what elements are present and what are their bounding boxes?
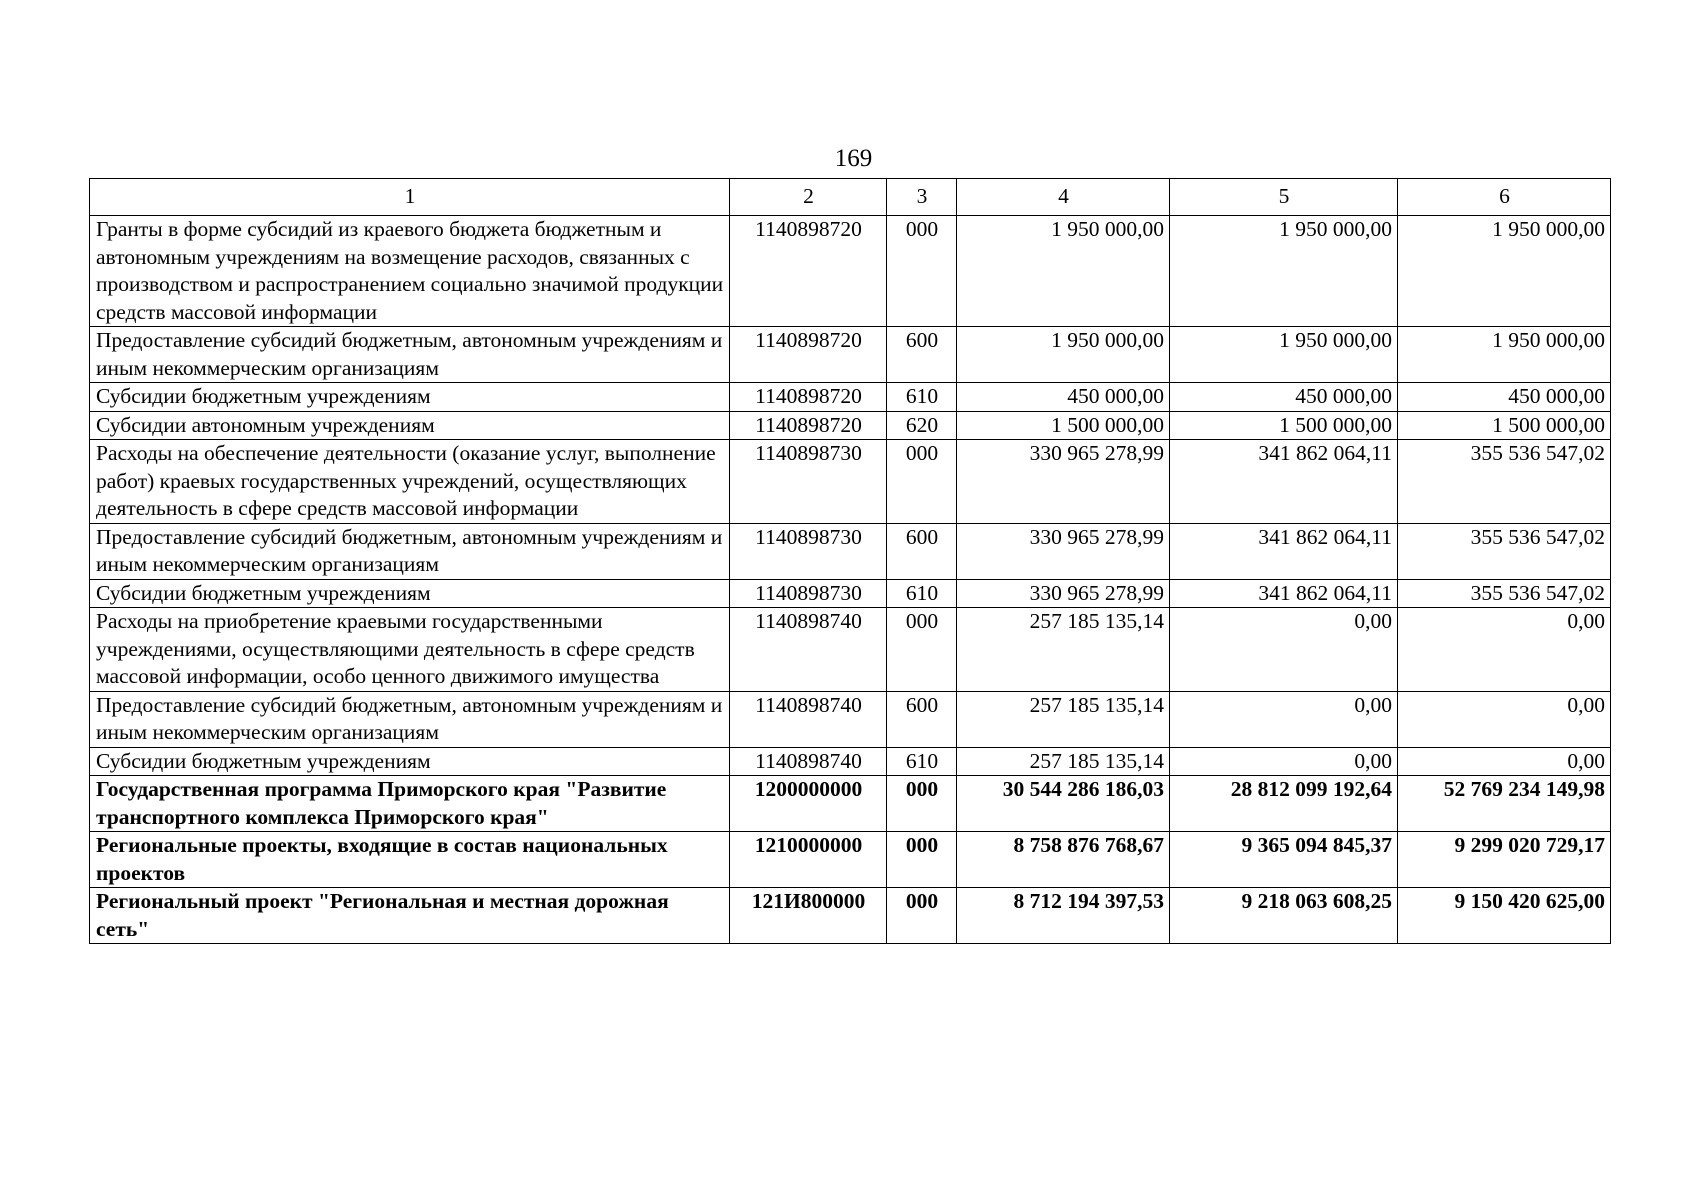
row-code-cell: 1140898720	[730, 411, 887, 440]
row-expense-type-cell: 620	[887, 411, 957, 440]
row-amount-col4-cell: 1 500 000,00	[957, 411, 1170, 440]
row-expense-type-cell: 610	[887, 383, 957, 412]
row-name-cell: Расходы на приобретение краевыми государственными учреждениями, осуществляющими деятельность в сфере средств массовой информации, особо ценного движимого имущества	[90, 608, 730, 692]
row-code-cell: 1140898740	[730, 608, 887, 692]
row-amount-col4-cell: 1 950 000,00	[957, 327, 1170, 383]
row-name-cell: Предоставление субсидий бюджетным, автономным учреждениям и иным некоммерческим организациям	[90, 691, 730, 747]
row-amount-col5-cell: 28 812 099 192,64	[1170, 776, 1398, 832]
row-code-cell: 1210000000	[730, 832, 887, 888]
row-code-cell: 1140898720	[730, 327, 887, 383]
row-code-cell: 1140898730	[730, 579, 887, 608]
row-code-cell: 1140898740	[730, 747, 887, 776]
row-amount-col4-cell: 30 544 286 186,03	[957, 776, 1170, 832]
table-row	[90, 440, 1611, 524]
table-row	[90, 608, 1611, 692]
row-amount-col6-cell: 9 299 020 729,17	[1398, 832, 1611, 888]
row-name-cell: Гранты в форме субсидий из краевого бюджета бюджетным и автономным учреждениям на возмещение расходов, связанных с производством и распространением социально значимой продукции средств массовой информации	[90, 216, 730, 327]
column-header: 3	[887, 179, 957, 216]
row-expense-type-cell: 000	[887, 440, 957, 524]
row-amount-col6-cell: 450 000,00	[1398, 383, 1611, 412]
row-code-cell: 1140898720	[730, 216, 887, 327]
row-amount-col6-cell: 0,00	[1398, 691, 1611, 747]
row-amount-col4-cell: 450 000,00	[957, 383, 1170, 412]
row-amount-col4-cell: 257 185 135,14	[957, 747, 1170, 776]
row-amount-col4-cell: 330 965 278,99	[957, 579, 1170, 608]
row-amount-col6-cell: 0,00	[1398, 747, 1611, 776]
row-expense-type-cell: 000	[887, 832, 957, 888]
row-amount-col6-cell: 355 536 547,02	[1398, 579, 1611, 608]
row-code-cell: 1140898730	[730, 523, 887, 579]
row-expense-type-cell: 600	[887, 691, 957, 747]
row-code-cell: 1140898720	[730, 383, 887, 412]
table-row	[90, 776, 1611, 832]
table-row	[90, 327, 1611, 383]
table-row	[90, 888, 1611, 944]
row-name-cell: Субсидии бюджетным учреждениям	[90, 383, 730, 412]
row-amount-col6-cell: 0,00	[1398, 608, 1611, 692]
row-name-cell: Государственная программа Приморского края "Развитие транспортного комплекса Приморского края"	[90, 776, 730, 832]
row-amount-col4-cell: 8 712 194 397,53	[957, 888, 1170, 944]
row-amount-col4-cell: 257 185 135,14	[957, 691, 1170, 747]
row-amount-col4-cell: 257 185 135,14	[957, 608, 1170, 692]
row-name-cell: Расходы на обеспечение деятельности (оказание услуг, выполнение работ) краевых государственных учреждений, осуществляющих деятельность в сфере средств массовой информации	[90, 440, 730, 524]
row-expense-type-cell: 600	[887, 523, 957, 579]
row-amount-col5-cell: 0,00	[1170, 691, 1398, 747]
row-amount-col5-cell: 9 218 063 608,25	[1170, 888, 1398, 944]
row-name-cell: Субсидии бюджетным учреждениям	[90, 579, 730, 608]
row-amount-col5-cell: 450 000,00	[1170, 383, 1398, 412]
row-amount-col6-cell: 355 536 547,02	[1398, 523, 1611, 579]
column-header: 5	[1170, 179, 1398, 216]
row-name-cell: Субсидии автономным учреждениям	[90, 411, 730, 440]
row-code-cell: 1140898730	[730, 440, 887, 524]
row-amount-col4-cell: 330 965 278,99	[957, 523, 1170, 579]
row-expense-type-cell: 000	[887, 776, 957, 832]
row-name-cell: Региональный проект "Региональная и местная дорожная сеть"	[90, 888, 730, 944]
table-row	[90, 411, 1611, 440]
table-row	[90, 832, 1611, 888]
row-amount-col5-cell: 9 365 094 845,37	[1170, 832, 1398, 888]
column-header: 4	[957, 179, 1170, 216]
row-expense-type-cell: 000	[887, 888, 957, 944]
row-expense-type-cell: 000	[887, 216, 957, 327]
row-name-cell: Субсидии бюджетным учреждениям	[90, 747, 730, 776]
column-header: 1	[90, 179, 730, 216]
row-amount-col6-cell: 1 500 000,00	[1398, 411, 1611, 440]
row-name-cell: Региональные проекты, входящие в состав национальных проектов	[90, 832, 730, 888]
row-amount-col4-cell: 8 758 876 768,67	[957, 832, 1170, 888]
row-amount-col5-cell: 1 500 000,00	[1170, 411, 1398, 440]
row-name-cell: Предоставление субсидий бюджетным, автономным учреждениям и иным некоммерческим организациям	[90, 327, 730, 383]
row-amount-col6-cell: 355 536 547,02	[1398, 440, 1611, 524]
row-amount-col4-cell: 330 965 278,99	[957, 440, 1170, 524]
page-number: 169	[834, 145, 873, 172]
row-amount-col5-cell: 341 862 064,11	[1170, 579, 1398, 608]
row-amount-col6-cell: 1 950 000,00	[1398, 327, 1611, 383]
row-code-cell: 1140898740	[730, 691, 887, 747]
column-header: 2	[730, 179, 887, 216]
table-row	[90, 691, 1611, 747]
row-amount-col6-cell: 9 150 420 625,00	[1398, 888, 1611, 944]
table-row	[90, 747, 1611, 776]
row-amount-col5-cell: 1 950 000,00	[1170, 216, 1398, 327]
row-amount-col5-cell: 341 862 064,11	[1170, 523, 1398, 579]
row-amount-col6-cell: 52 769 234 149,98	[1398, 776, 1611, 832]
table-row	[90, 579, 1611, 608]
table-row	[90, 523, 1611, 579]
row-amount-col4-cell: 1 950 000,00	[957, 216, 1170, 327]
row-amount-col5-cell: 341 862 064,11	[1170, 440, 1398, 524]
table-body	[90, 216, 1611, 944]
row-amount-col5-cell: 0,00	[1170, 608, 1398, 692]
table-header-row	[90, 179, 1611, 216]
row-name-cell: Предоставление субсидий бюджетным, автономным учреждениям и иным некоммерческим организациям	[90, 523, 730, 579]
row-amount-col5-cell: 0,00	[1170, 747, 1398, 776]
budget-table	[89, 178, 1611, 944]
row-code-cell: 1200000000	[730, 776, 887, 832]
table-row	[90, 216, 1611, 327]
row-amount-col6-cell: 1 950 000,00	[1398, 216, 1611, 327]
row-expense-type-cell: 000	[887, 608, 957, 692]
row-code-cell: 121И800000	[730, 888, 887, 944]
row-expense-type-cell: 600	[887, 327, 957, 383]
table-row	[90, 383, 1611, 412]
column-header: 6	[1398, 179, 1611, 216]
row-expense-type-cell: 610	[887, 747, 957, 776]
row-amount-col5-cell: 1 950 000,00	[1170, 327, 1398, 383]
row-expense-type-cell: 610	[887, 579, 957, 608]
